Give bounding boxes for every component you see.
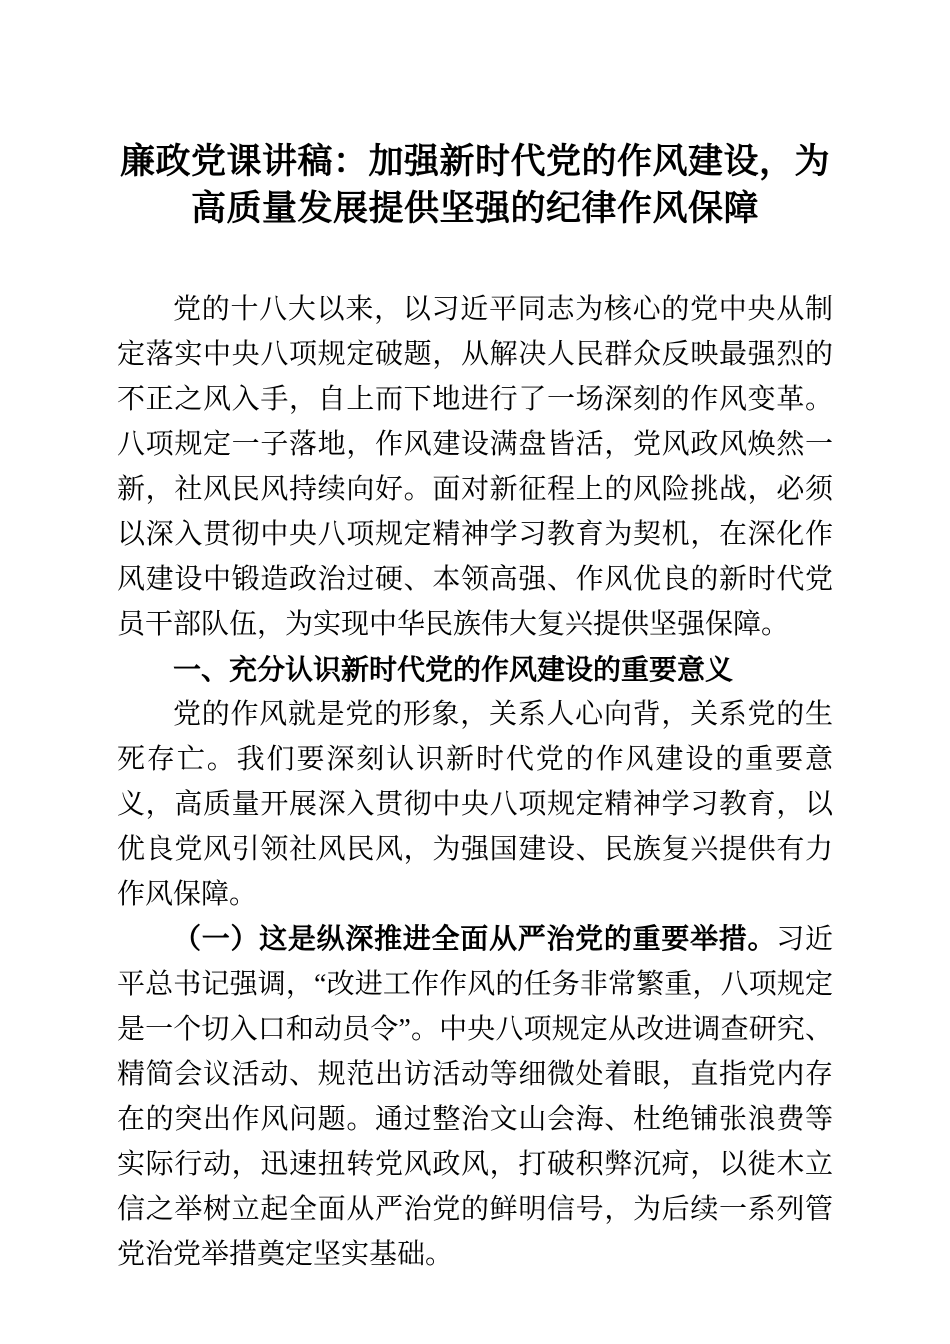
paragraph-point-1 [117,917,833,1277]
document-title: 廉政党课讲稿：加强新时代党的作风建设，为高质量发展提供坚强的纪律作风保障 [119,142,830,229]
paragraph-intro: 党的十八大以来，以习近平同志为核心的党中央从制定落实中央八项规定破题，从解决人民群众反映最强烈的不正之风入手，自上而下地进行了一场深刻的作风变革。八项规定一子落地，作风建设满盘皆活，党风政风焕然一新，社风民风持续向好。面对新征程上的风险挑战，必须以深入贯彻中央八项规定精神学习教育为契机，在深化作风建设中锻造政治过硬、本领高强、作风优良的新时代党员干部队伍，为实现中华民族伟大复兴提供坚强保障。 [117,293,833,640]
point-1-body: 习近平总书记强调，“改进工作作风的任务非常繁重，八项规定是一个切入口和动员令”。中央八项规定从改进调查研究、精简会议活动、规范出访活动等细微处着眼，直指党内存在的突出作风问题。通过整治文山会海、杜绝铺张浪费等实际行动，迅速扭转党风政风，打破积弊沉疴，以徙木立信之举树立起全面从严治党的鲜明信号，为后续一系列管党治党举措奠定坚实基础。 [117,923,833,1270]
point-1-lead: （一）这是纵深推进全面从严治党的重要举措。 [173,923,777,955]
paragraph-section1-significance: 党的作风就是党的形象，关系人心向背，关系党的生死存亡。我们要深刻认识新时代党的作风建设的重要意义，高质量开展深入贯彻中央八项规定精神学习教育，以优良党风引领社风民风，为强国建设、民族复兴提供有力作风保障。 [117,698,833,910]
section-heading-1: 一、充分认识新时代党的作风建设的重要意义 [173,653,734,685]
